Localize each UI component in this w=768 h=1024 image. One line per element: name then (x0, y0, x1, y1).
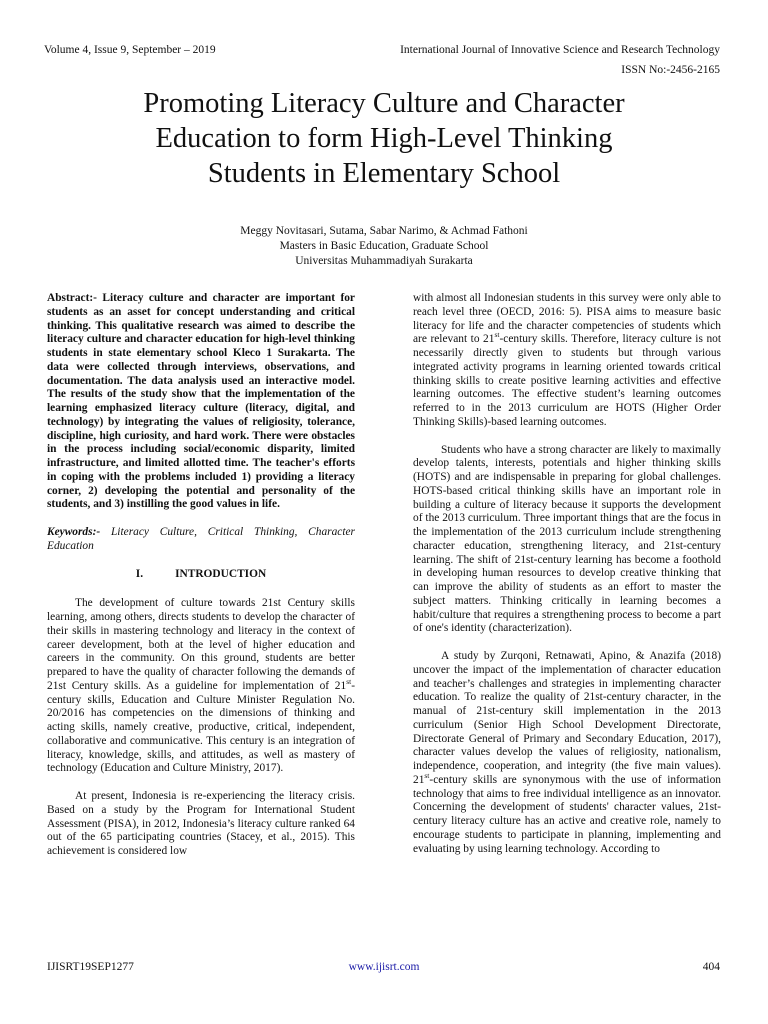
paper-title (60, 86, 708, 191)
title-line-1: Promoting Literacy Culture and Character (143, 88, 625, 119)
section-number: I. (135, 567, 144, 580)
right-paragraph-3 (413, 650, 721, 856)
abstract: Abstract:- Literacy culture and character are important for students as an asset for concept understanding and critical thinking. This qualitative research was aimed to describe the literacy culture and character education for high-level thinking students in state elementary school Kleco 1 Surakarta. The data were collected through interviews, observations, and documentation. The data analysis used an interactive model. The results of the study show that the implementation of the learning emphasized literacy culture (literacy, digital, and technology) by integrating the values of religiosity, tolerance, discipline, high curiosity, and hard work. There were obstacles in the process including social/economic disparity, limited infrastructure, and limited allotted time. The teacher's efforts in coping with the problems included 1) providing a literacy corner, 2) developing the potential and personality of the students, and 3) instilling the good values in life. (47, 292, 355, 511)
keywords-label: Keywords:- (47, 526, 101, 538)
intro-paragraph-2: At present, Indonesia is re-experiencing the literacy crisis. Based on a study by the Program for International Student Assessment (PISA), in 2012, Indonesia’s literacy culture ranked 64 out of the 65 participating countries (Stacey, et al., 2015). This achievement is considered low (47, 790, 355, 857)
paper-code: IJISRT19SEP1277 (47, 961, 134, 973)
section-heading (47, 568, 355, 582)
right-paragraph-1 (413, 292, 721, 430)
right-column (413, 292, 721, 870)
keywords-text: Literacy Culture, Critical Thinking, Character Education (47, 526, 355, 552)
section-title: INTRODUCTION (175, 567, 267, 580)
intro-paragraph-1 (47, 597, 355, 776)
keywords (47, 526, 355, 554)
volume-issue: Volume 4, Issue 9, September – 2019 (44, 44, 216, 56)
journal-name: International Journal of Innovative Science and Research Technology (400, 44, 720, 56)
superscript-st: st (494, 330, 500, 340)
affiliation-program: Masters in Basic Education, Graduate School (279, 240, 489, 252)
intro-p1-text-a: The development of culture towards 21st Century skills learning, among others, directs students to develop the character of their skills in mastering technology and literacy in the context of career development, both at the level of higher education and careers in the community. On this ground, students are better prepared to have the quality of character following the demands of 21st Century skills. As a guideline for implementation of 21 (47, 597, 355, 692)
issn: ISSN No:-2456-2165 (621, 64, 720, 76)
title-line-3: Students in Elementary School (207, 158, 561, 189)
right-paragraph-2: Students who have a strong character are likely to maximally develop talents, interests, potentials and higher thinking skills (HOTS) and are indispensable in preparing for global challenges. HOTS-based critical thinking skills have an important role in building a culture of literacy because it supports the development of the 2013 curriculum. Three important things that are the focus in the implementation of the 2013 curriculum include strengthening character education, strengthening literacy, and 21st-century learning. The shift of 21st-century learning has become a foothold in developing human resources to develop creative thinking that can improve the ability of students as an effort to master the subject matters. Thinking critically in learning becomes a habit/culture that requires a strengthening process to become a part of one's identity (characterization). (413, 443, 721, 635)
right-p1-text-a: with almost all Indonesian students in this survey were only able to reach level three (OECD, 2016: 5). PISA aims to measure basic literacy for life and the character competencies of students which are relevant to 21 (413, 292, 721, 346)
right-p1-text-b: -century skills. Therefore, literacy culture is not necessarily directly given to students but through various integrated activity programs in learning oriented towards critical thinking skills to create positive learning activities and effective learning outcomes. The effective student’s learning outcomes referred to in the 2013 curriculum are HOTS (Higher Order Thinking Skills)-based learning outcomes. (413, 333, 721, 428)
right-p3-text-b: -century skills are synonymous with the use of information technology that aims to free individual intelligence as an innovator. Concerning the development of students' character values, 21st-century literacy culture has an active and creative role, namely to encourage students to participate in planning, implementing and evaluating by using learning technology. According to (413, 773, 721, 855)
superscript-st: st (424, 770, 430, 780)
author-block (0, 224, 768, 269)
intro-p1-text-b: -century skills, Education and Culture Minister Regulation No. 20/2016 has competencies on the dimensions of thinking and acting skills, namely creative, productive, critical, independent, collaborative and communicative. This century is an integration of literacy, knowledge, skills, and attitudes, as well as mastery of technology (Education and Culture Ministry, 2017). (47, 679, 355, 775)
superscript-st: st (346, 676, 352, 686)
author-names: Meggy Novitasari, Sutama, Sabar Narimo, & Achmad Fathoni (240, 225, 528, 237)
affiliation-university: Universitas Muhammadiyah Surakarta (295, 255, 473, 267)
left-column (47, 292, 355, 873)
right-p3-text-a: A study by Zurqoni, Retnawati, Apino, & Anazifa (2018) uncover the impact of the implementation of character education and teacher’s challenges and strategies in implementing character education. To realize the quality of 21st-century character, in the manual of 21st-century skill implementation in the 2013 curriculum (Senior High School Development Directorate, Directorate General of Primary and Secondary Education, 2017), character values develop the values of religiosity, nationalism, independence, cooperation, and integrity (the five main values). 21 (413, 650, 721, 786)
page-number: 404 (702, 961, 720, 973)
title-line-2: Education to form High-Level Thinking (155, 123, 613, 154)
journal-url-link[interactable]: www.ijisrt.com (348, 961, 420, 973)
